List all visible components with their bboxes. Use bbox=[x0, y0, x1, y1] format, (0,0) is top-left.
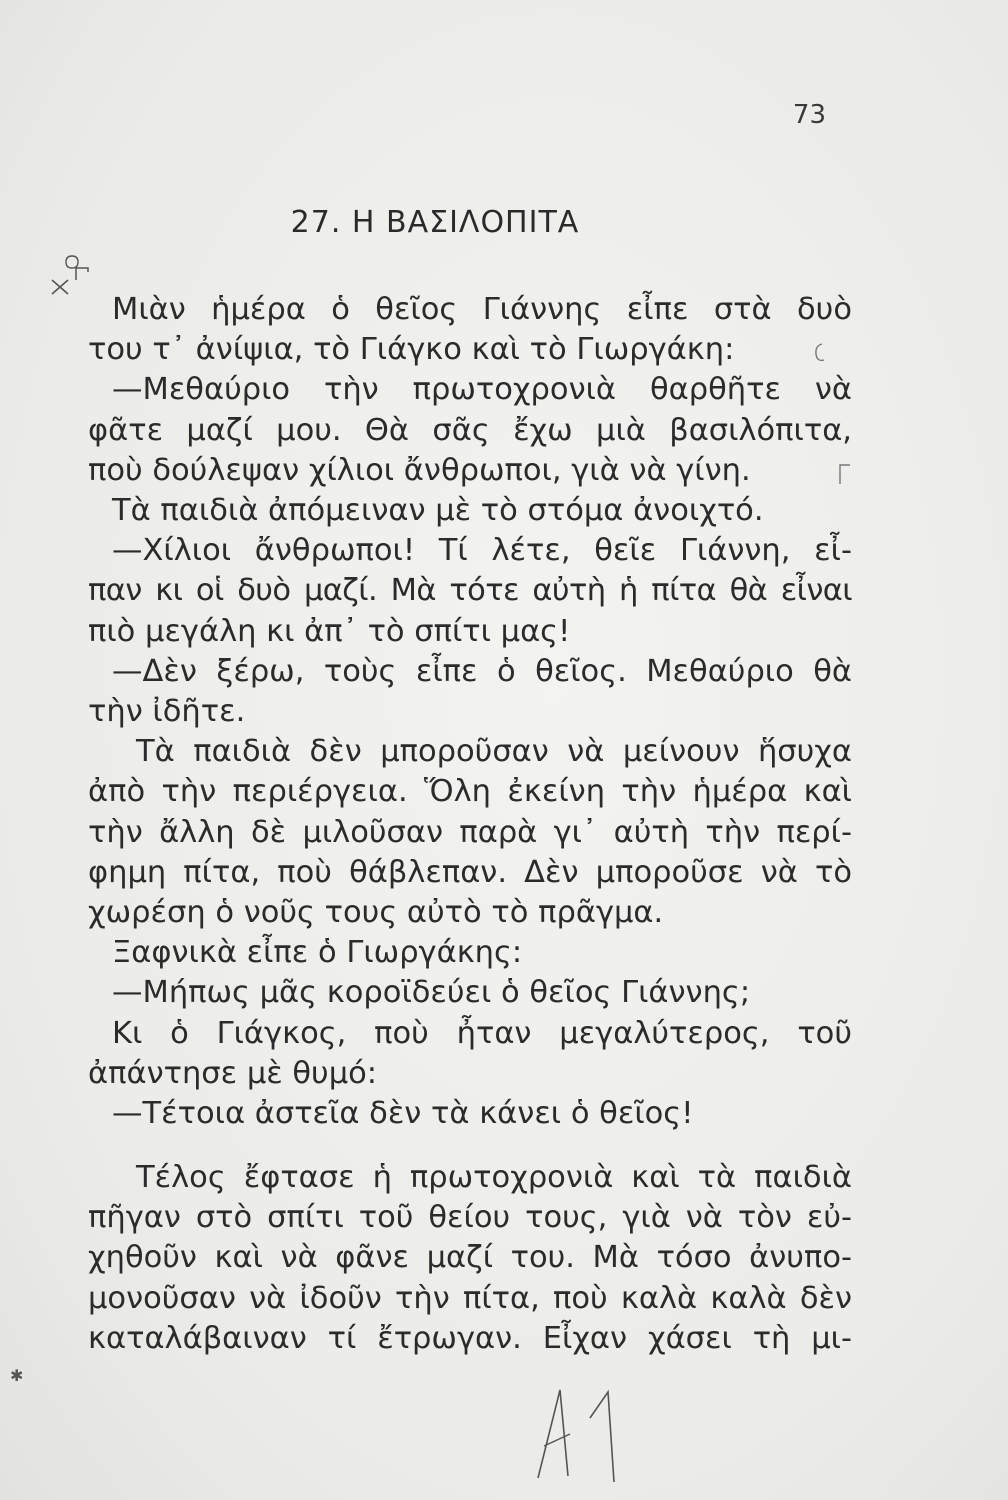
text-line: —Μήπως μᾶς κοροϊδεύει ὁ θεῖος Γιάννης; bbox=[112, 975, 751, 1011]
text-line: χηθοῦν καὶ νὰ φᾶνε μαζί του. Μὰ τόσο ἀνυπο- bbox=[88, 1240, 852, 1276]
text-line: ἀπάντησε μὲ θυμό: bbox=[88, 1055, 378, 1091]
handwritten-initials-mark bbox=[530, 1378, 630, 1488]
text-line: ποὺ δούλεψαν χίλιοι ἄνθρωποι, γιὰ νὰ γίνη. bbox=[88, 452, 751, 488]
text-line: πιὸ μεγάλη κι ἀπ᾽ τὸ σπίτι μας! bbox=[88, 613, 571, 649]
text-line: παν κι οἱ δυὸ μαζί. Μὰ τότε αὐτὴ ἡ πίτα θὰ εἶναι bbox=[88, 573, 852, 609]
text-line: Τὰ παιδιὰ ἀπόμειναν μὲ τὸ στόμα ἀνοιχτό. bbox=[112, 493, 764, 529]
text-line: μονοῦσαν νὰ ἰδοῦν τὴν πίτα, ποὺ καλὰ καλὰ δὲν bbox=[88, 1280, 852, 1316]
text-line: —Τέτοια ἀστεῖα δὲν τὰ κάνει ὁ θεῖος! bbox=[112, 1096, 694, 1132]
continuation-text-block bbox=[88, 1158, 852, 1359]
text-line: φᾶτε μαζί μου. Θὰ σᾶς ἔχω μιὰ βασιλόπιτα, bbox=[88, 412, 852, 448]
margin-mark: ✱ bbox=[10, 1366, 24, 1385]
text-line: Μιὰν ἡμέρα ὁ θεῖος Γιάννης εἶπε στὰ δυὸ bbox=[112, 292, 852, 327]
text-line: —Χίλιοι ἄνθρωποι! Τί λέτε, θεῖε Γιάννη, εἶ- bbox=[112, 533, 852, 569]
text-line: Τὰ παιδιὰ δὲν μποροῦσαν νὰ μείνουν ἥσυχα bbox=[136, 734, 852, 770]
text-line: χωρέση ὁ νοῦς τους αὐτὸ τὸ πρᾶγμα. bbox=[88, 895, 664, 931]
text-line: Ξαφνικὰ εἶπε ὁ Γιωργάκης: bbox=[112, 935, 523, 971]
text-line: Τέλος ἔφτασε ἡ πρωτοχρονιὰ καὶ τὰ παιδιὰ bbox=[136, 1160, 852, 1195]
text-line: τὴν ἰδῆτε. bbox=[88, 694, 246, 730]
main-text-block bbox=[88, 290, 852, 1134]
text-line: —Μεθαύριο τὴν πρωτοχρονιὰ θαρθῆτε νὰ bbox=[112, 372, 852, 408]
text-line: φημη πίτα, ποὺ θάβλεπαν. Δὲν μποροῦσε νὰ τὸ bbox=[88, 854, 852, 890]
text-line: —Δὲν ξέρω, τοὺς εἶπε ὁ θεῖος. Μεθαύριο θὰ bbox=[112, 653, 852, 689]
text-line: ἀπὸ τὴν περιέργεια. Ὅλη ἐκείνη τὴν ἡμέρα καὶ bbox=[88, 774, 852, 810]
text-line: Κι ὁ Γιάγκος, ποὺ ἦταν μεγαλύτερος, τοῦ bbox=[112, 1015, 852, 1051]
text-line: πῆγαν στὸ σπίτι τοῦ θείου τους, γιὰ νὰ τὸν εὐ- bbox=[88, 1200, 852, 1236]
text-line: του τ᾽ ἀνίψια, τὸ Γιάγκο καὶ τὸ Γιωργάκη: bbox=[88, 332, 735, 368]
chapter-title: 27. Η ΒΑΣΙΛΟΠΙΤΑ bbox=[290, 205, 580, 240]
text-line: καταλάβαιναν τί ἔτρωγαν. Εἶχαν χάσει τὴ μι- bbox=[88, 1320, 852, 1356]
text-line: τὴν ἄλλη δὲ μιλοῦσαν παρὰ γι᾽ αὐτὴ τὴν περί- bbox=[88, 814, 852, 850]
page-number: 73 bbox=[792, 100, 826, 130]
